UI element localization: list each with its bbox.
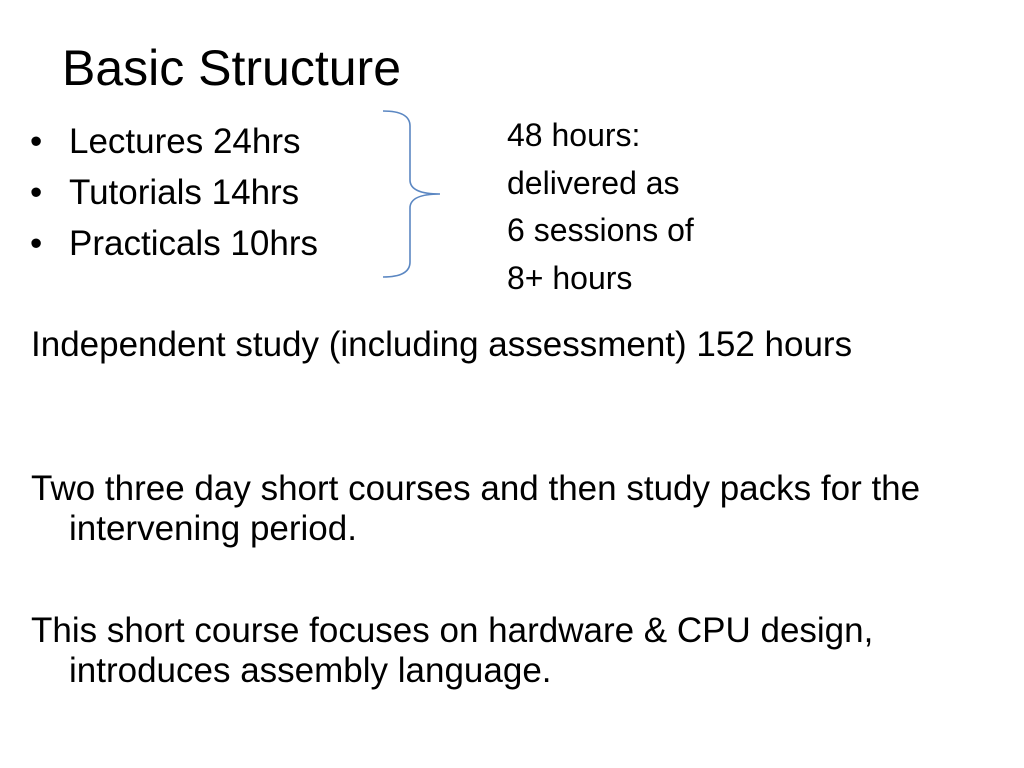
slide-title: Basic Structure xyxy=(62,40,402,96)
note-line: 6 sessions of xyxy=(507,212,694,248)
bullet-marker: • xyxy=(30,122,43,161)
brace-stroke xyxy=(383,111,440,277)
course-focus-paragraph: This short course focuses on hardware & CPU design, introduces assembly language. xyxy=(31,611,874,690)
independent-study-paragraph: Independent study (including assessment) 152 hours xyxy=(31,325,853,364)
hours-bullet-list xyxy=(30,116,318,269)
bullet-item-tutorials xyxy=(30,167,318,218)
bullet-marker: • xyxy=(30,173,43,212)
short-courses-paragraph: Two three day short courses and then study packs for the intervening period. xyxy=(31,469,921,548)
note-line: delivered as xyxy=(507,164,680,201)
bullet-item-practicals xyxy=(30,218,318,269)
bullet-item-label: Tutorials 14hrs xyxy=(69,173,300,212)
bullet-item-lectures xyxy=(30,116,318,167)
bullet-item-label: Practicals 10hrs xyxy=(69,224,318,263)
note-line: 48 hours: xyxy=(507,117,641,153)
bullet-item-label: Lectures 24hrs xyxy=(69,122,301,161)
hours-summary-note xyxy=(507,112,694,302)
right-brace-icon xyxy=(378,108,448,280)
note-line: 8+ hours xyxy=(507,259,633,296)
bullet-marker: • xyxy=(30,224,43,263)
